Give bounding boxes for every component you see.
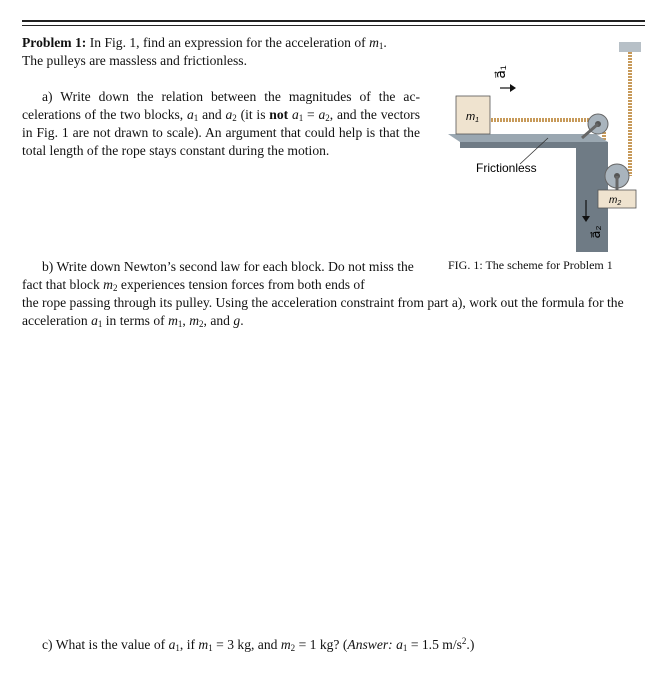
part-c-text: c) What is the value of $a_1$, if $m_1 = 3$ kg, and $m_2 = 1$ kg? (Answer: $a_1 = 1.5$ $m/s^2$.) [42,636,475,653]
part-a-text: a) Write down the relation between the magnitudes of the ac-celerations of the two blocks, $a_1$ and $a_2$ (it is not $a_1 = a_2$, and the vectors in Fig. 1 are not drawn to scale). An argument that could help is that the total length of the rope stays constant during the motion. [22,89,420,158]
top-rule [22,20,645,22]
frictionless-label: Frictionless [476,161,537,175]
ceiling-mount [619,42,641,52]
a1-label: a⃗₁ [492,65,508,79]
problem-heading: Problem 1: [22,35,87,50]
part-b-text-2: the rope passing through its pulley. Using the acceleration constraint from part a), work out the formula for the acceleration $a_1$ in terms of $m_1$, $m_2$, and g. [22,295,624,329]
pulley-figure [448,40,648,252]
block-m1-label: m1 [466,111,480,124]
a1-arrow-head [510,84,516,92]
table-edge [460,142,576,148]
a2-label: a⃗₂ [588,225,603,239]
block-m2-label: $m_2$ [609,195,622,207]
figure-caption: FIG. 1: The scheme for Problem 1 [448,258,613,272]
top-rule-thin [22,25,645,26]
part-b-text-1: b) Write down Newton’s second law for each block. Do not miss the fact that block $m_2$ experiences tension forces from both ends of [22,259,414,293]
answer-label: Answer: [347,637,393,652]
problem-intro: Problem 1: In Fig. 1, find an expression for the acceleration of $m_1$. The pulleys are massless and frictionless. [22,35,387,68]
